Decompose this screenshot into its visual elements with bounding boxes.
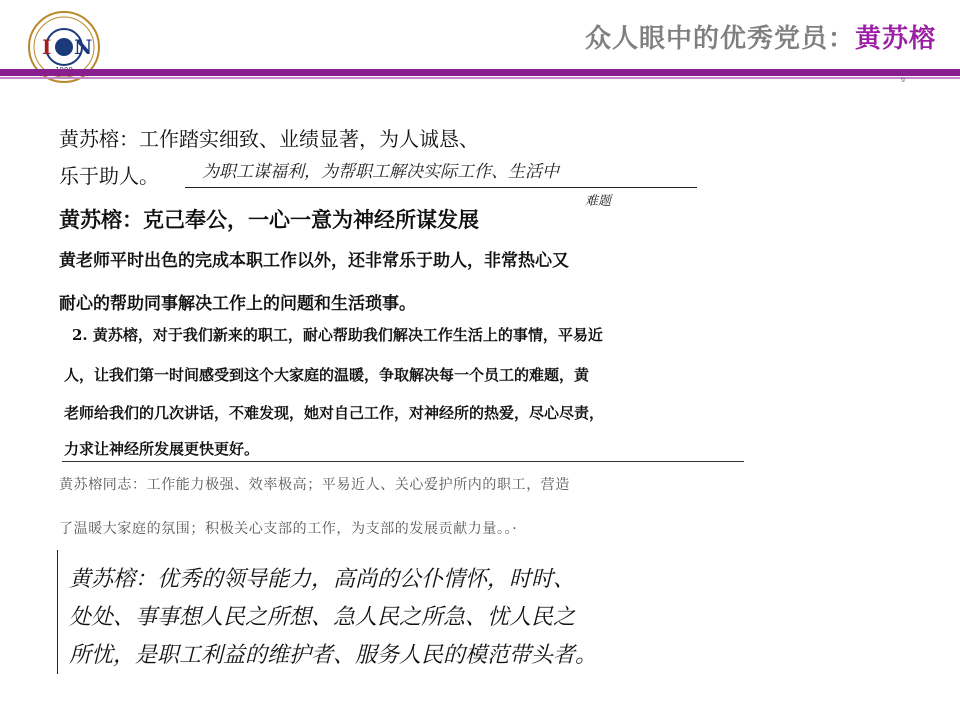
slide-header — [0, 0, 960, 87]
clip4-line1: 2. 黄苏榕，对于我们新来的职工，耐心帮助我们解决工作生活上的事情，平易近 — [72, 326, 603, 344]
clip6-margin-line — [57, 550, 58, 674]
header-rule-thin — [0, 77, 960, 79]
clip1-handwritten: 为职工谋福利，为帮职工解决实际工作、生活中 — [202, 162, 559, 182]
comment-clip-4 — [62, 316, 744, 462]
clip1-line1: 黄苏榕：工作踏实细致、业绩显著，为人诚恳、 — [59, 127, 479, 151]
svg-text:N: N — [74, 35, 93, 59]
svg-text:I: I — [42, 35, 52, 59]
clip1-line2: 乐于助人。 — [59, 164, 159, 188]
clip6-line1: 黄苏榕：优秀的领导能力，高尚的公仆情怀，时时、 — [69, 567, 576, 592]
comment-clip-5 — [57, 466, 737, 546]
clip1-handwritten-tail: 难题 — [585, 194, 612, 209]
corner-mark: ᵍ — [900, 76, 905, 87]
comment-clip-2 — [57, 200, 567, 236]
title-name: 黄苏榕 — [854, 24, 936, 54]
comment-clip-6 — [57, 548, 797, 676]
clip1-underline — [185, 187, 697, 188]
clip4-line4: 力求让神经所发展更快更好。 — [64, 440, 260, 458]
comment-clip-3 — [57, 236, 687, 316]
header-rule — [0, 69, 960, 76]
clip4-line2: 人，让我们第一时间感受到这个大家庭的温暖，争取解决每一个员工的难题，黄 — [64, 366, 590, 384]
clip4-bottom-rule — [62, 461, 744, 462]
clip3-line2: 耐心的帮助同事解决工作上的问题和生活琐事。 — [59, 294, 416, 314]
title-prefix: 众人眼中的优秀党员： — [584, 24, 855, 54]
clip2-line: 黄苏榕：克己奉公，一心一意为神经所谋发展 — [59, 208, 479, 232]
clip5-line2: 了温暖大家庭的氛围；积极关心支部的工作，为支部的发展贡献力量。。· — [59, 521, 518, 537]
clip6-line3: 所忧，是职工利益的维护者、服务人民的模范带头者。 — [69, 643, 598, 668]
clip3-line1: 黄老师平时出色的完成本职工作以外，还非常乐于助人，非常热心又 — [59, 251, 569, 271]
clip6-line2: 处处、事事想人民之所想、急人民之所急、忧人民之 — [69, 605, 576, 630]
page-title — [585, 18, 936, 55]
clip5-line1: 黄苏榕同志：工作能力极强、效率极高；平易近人、关心爱护所内的职工，营造 — [59, 477, 570, 493]
clip4-line3: 老师给我们的几次讲话，不难发现，她对自己工作，对神经所的热爱，尽心尽责， — [64, 404, 605, 422]
